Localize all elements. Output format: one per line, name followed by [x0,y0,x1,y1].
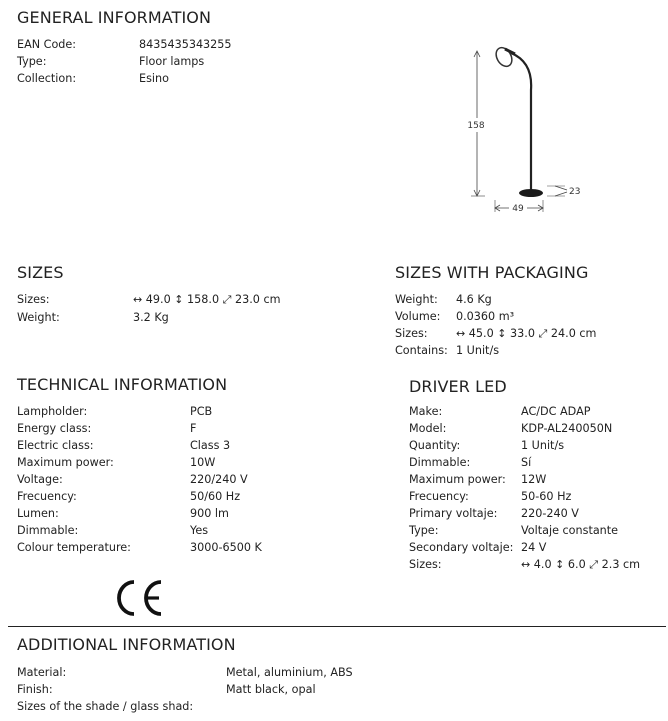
shade-sizes-label: Sizes of the shade / glass shad: [17,700,194,713]
tech-label: Electric class: [17,439,94,452]
tech-value: 900 lm [190,507,229,520]
lamp-shade [493,45,515,69]
driver-value: 50-60 Hz [521,490,572,503]
driver-value: 12W [521,473,547,486]
depth-dimension-line [555,186,567,196]
driver-value: AC/DC ADAP [521,405,591,418]
tech-value: PCB [190,405,213,418]
depth-arrow-icon: ⤢ [538,327,548,340]
depth-dimension-label: 23 [569,187,581,197]
packaging-weight-value: 4.6 Kg [456,293,492,306]
height-arrow-icon: ↕ [174,293,184,306]
driver-label: Dimmable: [409,456,471,469]
packaging-contains-value: 1 Unit/s [456,344,500,357]
general-information-heading: GENERAL INFORMATION [17,8,212,27]
driver-width: 4.0 [533,558,552,571]
driver-value: 1 Unit/s [521,439,565,452]
material-value: Metal, aluminium, ABS [226,666,353,679]
width-arrow-icon: ↔ [456,327,466,340]
section-divider [8,626,666,627]
driver-label: Quantity: [409,439,461,452]
ce-mark-icon [115,578,165,618]
driver-label: Maximum power: [409,473,506,486]
additional-information-heading: ADDITIONAL INFORMATION [17,635,236,654]
width-dimension-label: 49 [512,204,524,214]
tech-label: Dimmable: [17,524,79,537]
finish-label: Finish: [17,683,53,696]
tech-label: Lumen: [17,507,59,520]
driver-label: Secondary voltaje: [409,541,514,554]
packaging-volume-label: Volume: [395,310,441,323]
packaging-volume-value: 0.0360 m³ [456,310,515,323]
tech-value: 3000-6500 K [190,541,262,554]
material-label: Material: [17,666,67,679]
finish-value: Matt black, opal [226,683,316,696]
packaging-height: 33.0 [510,327,535,340]
driver-value: Voltaje constante [521,524,619,537]
driver-height: 6.0 [567,558,586,571]
depth-arrow-icon: ⤢ [222,293,232,306]
ean-code-label: EAN Code: [17,38,77,51]
packaging-sizes-value [456,327,596,341]
driver-value: 220-240 V [521,507,579,520]
type-label: Type: [17,55,47,68]
collection-label: Collection: [17,72,77,85]
height-arrow-icon: ↕ [497,327,507,340]
tech-value: 220/240 V [190,473,248,486]
ean-code-value: 8435435343255 [139,38,232,51]
tech-value: Class 3 [190,439,231,452]
sizes-width: 49.0 [145,293,171,306]
collection-value: Esino [139,72,169,85]
packaging-depth: 24.0 cm [550,327,597,340]
lamp-dimension-drawing [455,40,585,220]
height-arrow-icon: ↕ [555,558,565,571]
tech-label: Lampholder: [17,405,88,418]
weight-value: 3.2 Kg [133,311,169,324]
packaging-sizes-label: Sizes: [395,327,428,340]
width-arrow-icon: ↔ [133,293,143,306]
driver-led-heading: DRIVER LED [409,377,507,396]
sizes-heading: SIZES [17,263,64,282]
driver-value: 24 V [521,541,547,554]
driver-value: Sí [521,456,532,469]
tech-value: F [190,422,197,435]
lamp-base [519,189,543,197]
sizes-label: Sizes: [17,293,50,306]
sizes-height: 158.0 [187,293,220,306]
height-dimension-label: 158 [467,121,485,131]
packaging-weight-label: Weight: [395,293,438,306]
driver-label: Primary voltaje: [409,507,498,520]
packaging-width: 45.0 [468,327,494,340]
sizes-with-packaging-heading: SIZES WITH PACKAGING [395,263,589,282]
tech-label: Voltage: [17,473,63,486]
sizes-depth: 23.0 cm [235,293,281,306]
tech-label: Maximum power: [17,456,114,469]
driver-depth: 2.3 cm [601,558,641,571]
driver-label: Frecuency: [409,490,469,503]
driver-sizes-value [521,558,640,572]
weight-label: Weight: [17,311,60,324]
technical-information-heading: TECHNICAL INFORMATION [17,375,228,394]
type-value: Floor lamps [139,55,205,68]
tech-value: Yes [190,524,209,537]
tech-value: 50/60 Hz [190,490,241,503]
tech-value: 10W [190,456,216,469]
driver-label: Model: [409,422,447,435]
lamp-pole [511,53,531,190]
width-arrow-icon: ↔ [521,558,531,571]
tech-label: Energy class: [17,422,92,435]
driver-label: Make: [409,405,443,418]
driver-label: Type: [409,524,439,537]
driver-label: Sizes: [409,558,442,571]
depth-arrow-icon: ⤢ [589,558,599,571]
sizes-value [133,293,281,307]
packaging-contains-label: Contains: [395,344,448,357]
tech-label: Frecuency: [17,490,77,503]
driver-value: KDP-AL240050N [521,422,613,435]
tech-label: Colour temperature: [17,541,131,554]
